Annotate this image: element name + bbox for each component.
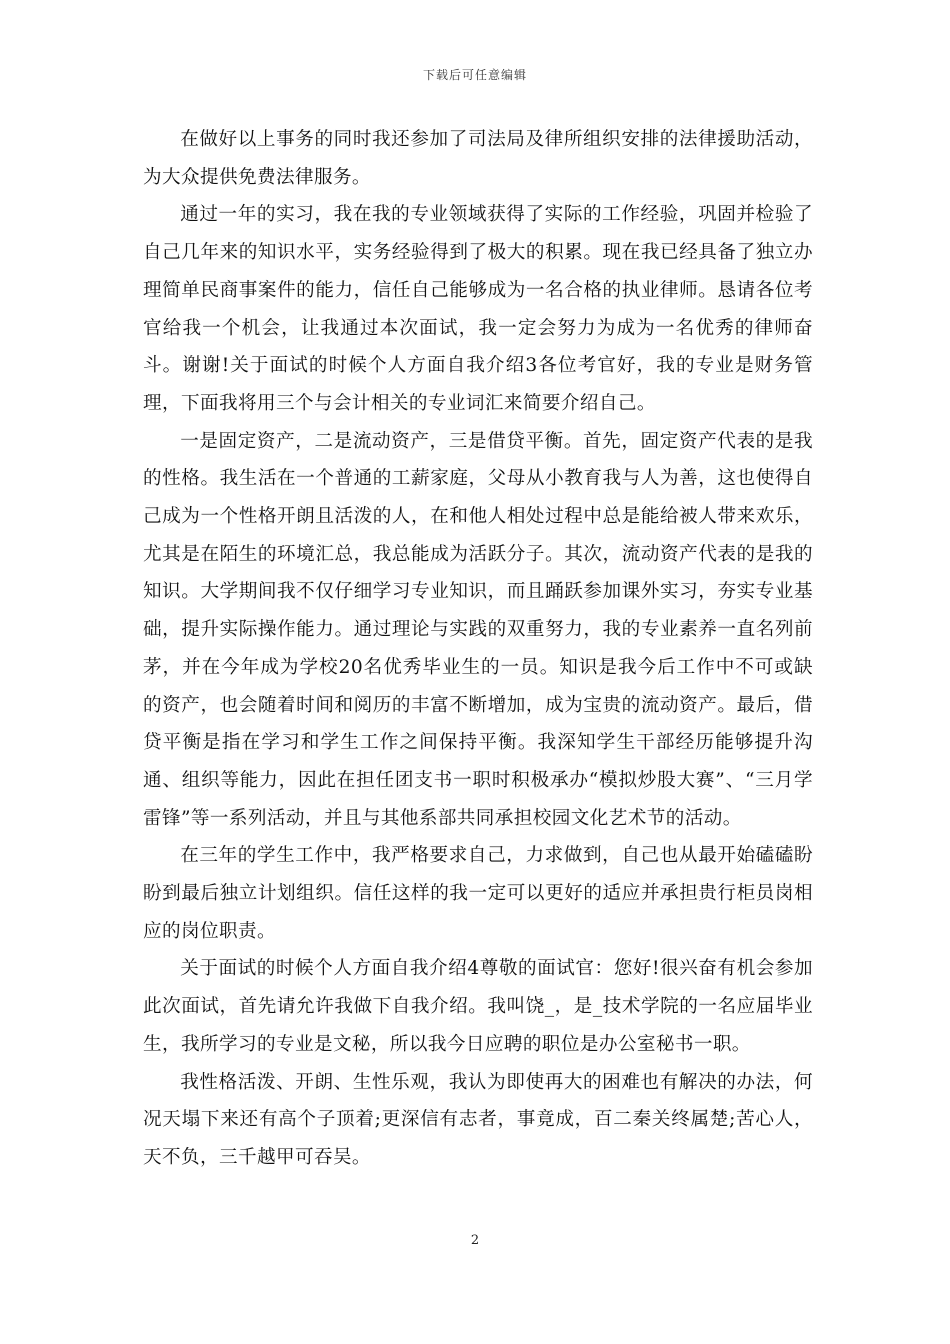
paragraph: 我性格活泼、开朗、生性乐观，我认为即使再大的困难也有解决的办法，何况天塌下来还有高个子顶着;更深信有志者，事竟成，百二秦关终属楚;苦心人，天不负，三千越甲可吞吴。: [143, 1071, 813, 1168]
paragraph: 在三年的学生工作中，我严格要求自己，力求做到，自己也从最开始磕磕盼盼到最后独立计划组织。信任这样的我一定可以更好的适应并承担贵行柜员岗相应的岗位职责。: [143, 845, 813, 942]
paragraph: 一是固定资产，二是流动资产，三是借贷平衡。首先，固定资产代表的是我的性格。我生活在一个普通的工薪家庭，父母从小教育我与人为善，这也使得自己成为一个性格开朗且活泼的人，在和他人相处过程中总是能给被人带来欢乐，尤其是在陌生的环境汇总，我总能成为活跃分子。其次，流动资产代表的是我的知识。大学期间我不仅仔细学习专业知识，而且踊跃参加课外实习，夯实专业基础，提升实际操作能力。通过理论与实践的双重努力，我的专业素养一直名列前茅，并在今年成为学校20名优秀毕业生的一员。知识是我今后工作中不可或缺的资产，也会随着时间和阅历的丰富不断增加，成为宝贵的流动资产。最后，借贷平衡是指在学习和学生工作之间保持平衡。我深知学生干部经历能够提升沟通、组织等能力，因此在担任团支书一职时积极承办“模拟炒股大赛”、“三月学雷锋”等一系列活动，并且与其他系部共同承担校园文化艺术节的活动。: [143, 430, 813, 829]
page-number: 2: [470, 1233, 480, 1248]
paragraph: 关于面试的时候个人方面自我介绍4尊敬的面试官：您好!很兴奋有机会参加此次面试，首先请允许我做下自我介绍。我叫饶_，是_技术学院的一名应届毕业生，我所学习的专业是文秘，所以我今日应聘的职位是办公室秘书一职。: [143, 958, 813, 1055]
paragraph: 在做好以上事务的同时我还参加了司法局及律所组织安排的法律援助活动，为大众提供免费法律服务。: [143, 129, 813, 188]
page-header: 下载后可任意编辑: [422, 68, 527, 82]
document-body: [143, 121, 813, 1177]
paragraph: 通过一年的实习，我在我的专业领域获得了实际的工作经验，巩固并检验了自己几年来的知识水平，实务经验得到了极大的积累。现在我已经具备了独立办理简单民商事案件的能力，信任自己能够成为一名合格的执业律师。恳请各位考官给我一个机会，让我通过本次面试，我一定会努力为成为一名优秀的律师奋斗。谢谢!关于面试的时候个人方面自我介绍3各位考官好，我的专业是财务管理，下面我将用三个与会计相关的专业词汇来简要介绍自己。: [143, 204, 813, 414]
